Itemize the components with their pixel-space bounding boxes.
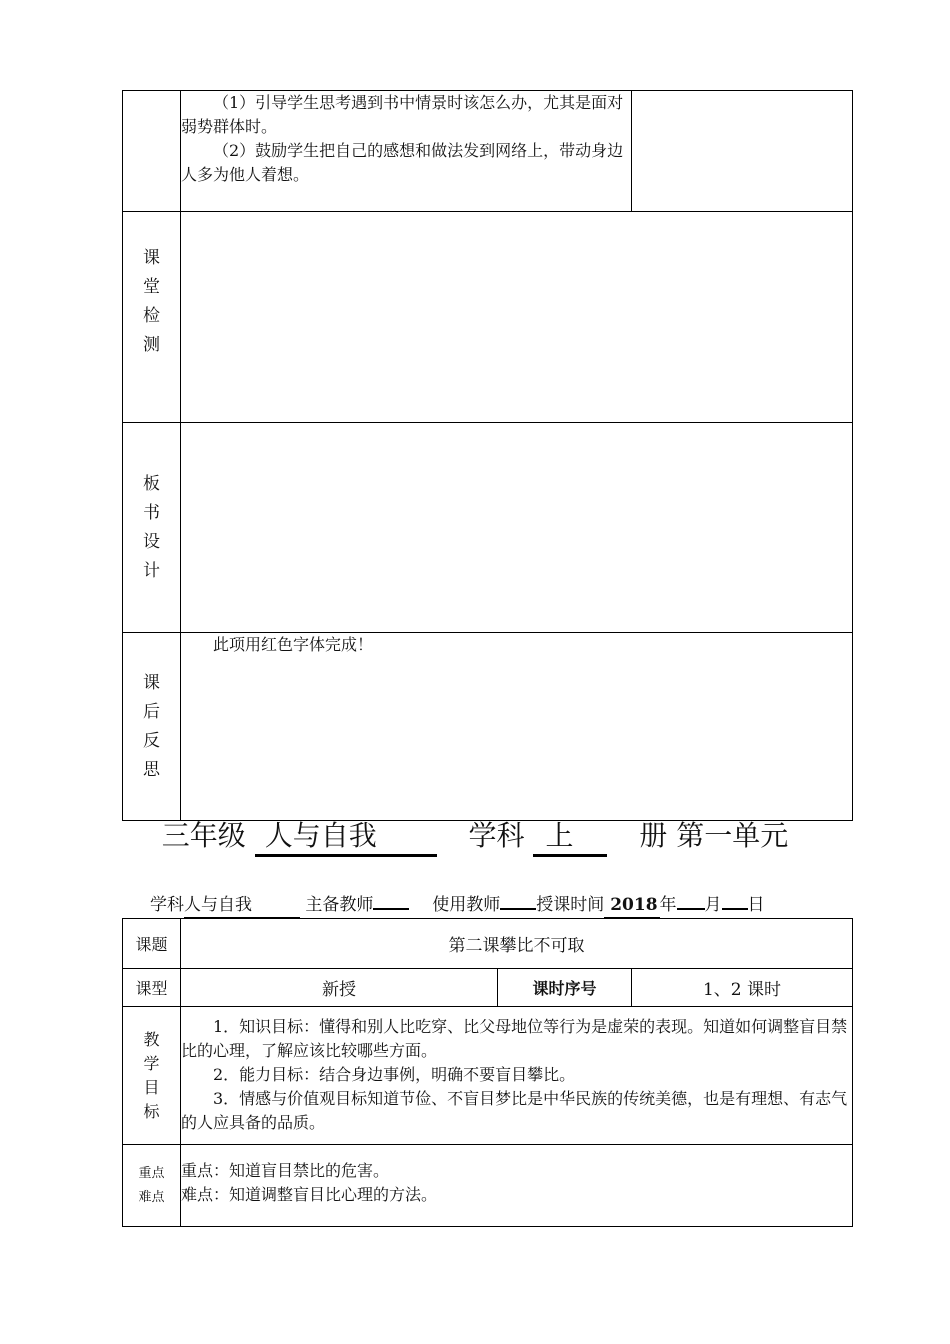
year-value: 2018 [604,893,659,919]
label-char: 反 [143,730,160,751]
key-difficult-label [123,1145,181,1227]
upper-label-cell-empty [123,91,181,212]
reflection-label [123,633,181,821]
difficult-point: 难点：知道调整盲目比心理的方法。 [181,1185,438,1204]
day-value [722,908,748,910]
period-label: 课时序号 [498,969,632,1007]
label-char: 学 [143,1053,160,1073]
topic-value: 第二课攀比不可取 [181,919,853,969]
month-suffix: 月 [704,895,722,915]
topic-label: 课题 [123,919,181,969]
activity-item-2: （2）鼓励学生把自己的感想和做法发到网络上，带动身边人多为他人着想。 [181,141,624,184]
label-char: 计 [143,560,160,581]
label-char: 检 [143,306,160,326]
goals-label [123,1007,181,1145]
reflection-note: 此项用红色字体完成！ [213,635,374,654]
title-volume-suffix: 册 [639,819,668,852]
goal-emotion: 3．情感与价值观目标知道节俭、不盲目梦比是中华民族的传统美德，也是有理想、有志气的人应具备的品质。 [181,1089,848,1132]
month-value [677,908,705,910]
activity-cell [181,91,632,212]
label-char: 测 [143,335,160,355]
title-subject-suffix: 学科 [468,819,525,852]
lesson-plan-table [122,918,853,1227]
label-char: 教 [143,1029,160,1049]
page-title [0,818,950,857]
type-label: 课型 [123,969,181,1007]
difficult-label: 难点 [138,1189,165,1205]
title-unit: 第一单元 [676,819,789,852]
subject-value: 人与自我 [184,893,300,919]
key-point: 重点：知道盲目禁比的危害。 [181,1161,390,1180]
key-difficult-content [181,1145,853,1227]
label-char: 设 [143,531,160,552]
board-design-label [123,423,181,633]
label-char: 课 [143,672,160,693]
classroom-test-content [181,212,853,423]
lesson-info-line [150,893,765,919]
title-grade: 三年级 [161,819,246,852]
key-label: 重点 [138,1165,165,1181]
type-value: 新授 [181,969,498,1007]
year-suffix: 年 [659,895,677,915]
label-char: 堂 [143,277,160,297]
activity-item-1: （1）引导学生思考遇到书中情景时该怎么办，尤其是面对弱势群体时。 [181,93,624,136]
time-label: 授课时间 [536,895,605,915]
reflection-content [181,633,853,821]
upper-lesson-table [122,90,853,821]
activity-side-cell [632,91,853,212]
period-value: 1、2 课时 [632,969,853,1007]
label-char: 后 [143,701,160,722]
goal-ability: 2．能力目标：结合身边事例，明确不要盲目攀比。 [213,1065,576,1084]
classroom-test-label [123,212,181,423]
label-char: 思 [143,759,160,780]
board-design-content [181,423,853,633]
goals-content [181,1007,853,1145]
label-char: 课 [143,248,160,268]
using-teacher-value [500,908,536,910]
day-suffix: 日 [747,895,765,915]
using-teacher-label: 使用教师 [432,895,501,915]
lead-teacher-value [373,908,409,910]
lead-teacher-label: 主备教师 [305,895,374,915]
subject-label: 学科 [150,895,184,915]
goal-knowledge: 1．知识目标：懂得和别人比吃穿、比父母地位等行为是虚荣的表现。知道如何调整盲目禁比的心理，了解应该比较哪些方面。 [181,1017,848,1060]
label-char: 板 [143,473,160,494]
label-char: 书 [143,502,160,523]
title-volume: 上 [533,818,607,857]
title-subject: 人与自我 [255,818,437,857]
label-char: 标 [143,1101,160,1121]
label-char: 目 [143,1077,160,1097]
